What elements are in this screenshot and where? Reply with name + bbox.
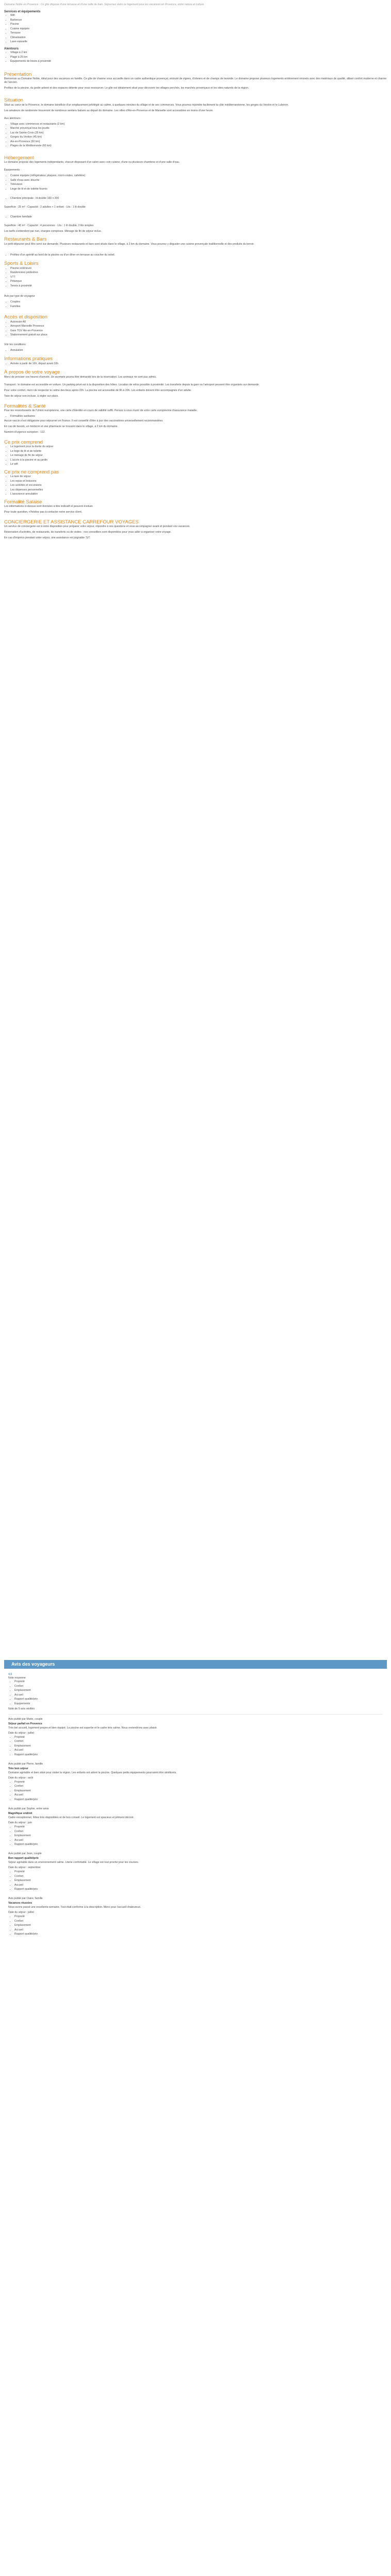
service-item: • Cuisine équipée: [10, 27, 387, 31]
sport-item: • Tennis à proximité: [10, 284, 387, 288]
equipements-list: [4, 174, 387, 191]
propos-text-4: Taxe de séjour non incluse, à régler sur place.: [4, 394, 59, 398]
chambre-1: • Chambre principale : lit double 160 x 200: [10, 197, 387, 200]
formalite-fin-text-1: Les informations ci-dessus sont données à titre indicatif et peuvent évoluer.: [4, 504, 93, 508]
avis-criteria-item: • Confort: [14, 1920, 383, 1923]
avis-criteria-item: • Rapport qualité/prix: [14, 1933, 383, 1936]
avis-summary-score: 4,5: [8, 1673, 12, 1676]
alentours2-item: • Plages de la Méditerranée (60 km): [10, 144, 387, 148]
avis-criteria-item: • Accueil: [14, 1793, 383, 1797]
prix-inclus-item: • Le linge de lit et de toilette: [10, 450, 387, 453]
main-content: [4, 0, 387, 542]
avis-short2-list: [4, 349, 387, 352]
alentours-item: • Plage à 25 km: [10, 56, 387, 59]
avis-item: [8, 1852, 383, 1891]
prix-exclus-item: • Les repas et boissons: [10, 480, 387, 483]
prix-exclus-list: [4, 475, 387, 496]
acces-item: • Stationnement gratuit sur place: [10, 333, 387, 337]
prix-inclus-title: Ce prix comprend: [4, 439, 43, 445]
sports-list: [4, 267, 387, 288]
infos-title: Informations pratiques: [4, 356, 53, 362]
avis-date: Date du séjour : août: [8, 1776, 34, 1780]
avis-summary-item: • Rapport qualité/prix: [14, 1698, 383, 1701]
avis-criteria-item: • Emplacement: [14, 1924, 383, 1927]
avis-divider: [8, 1714, 383, 1715]
acces-title: Accès et disposition: [4, 314, 47, 320]
avis-meta: Avis publié par Jean, couple: [8, 1852, 42, 1856]
avis-criteria-item: • Rapport qualité/prix: [14, 1843, 383, 1846]
alentours2-item: • Gorges du Verdon (45 km): [10, 135, 387, 139]
avis-criteria-item: • Propreté: [14, 1736, 383, 1739]
avis-short2-item: • Annulation: [10, 349, 387, 352]
equipement-item: • Salle d'eau avec douche: [10, 179, 387, 182]
alentours2-item: • Marché provençal tous les jeudis: [10, 127, 387, 130]
avis-criteria-item: • Rapport qualité/prix: [14, 1753, 383, 1757]
sport-item: • VTT: [10, 276, 387, 279]
avis-criteria-item: • Rapport qualité/prix: [14, 1888, 383, 1891]
propos-title: À propos de votre voyage: [4, 369, 60, 376]
avis-item: [8, 1897, 383, 1936]
avis-summary-sub: Note moyenne: [8, 1676, 26, 1680]
avis-text: Très bel accueil, logement propre et bien équipé. La piscine est superbe et le cadre très calme. Nous reviendrons avec plaisir.: [8, 1726, 157, 1730]
avis-criteria-item: • Accueil: [14, 1884, 383, 1887]
avis-summary-item: • Emplacement: [14, 1689, 383, 1692]
prix-exclus-item: • Les dépenses personnelles: [10, 488, 387, 492]
avis-summary-item: • Propreté: [14, 1680, 383, 1684]
avis-item: [8, 1762, 383, 1802]
alentours-item: • Équipements de loisirs à proximité: [10, 60, 387, 63]
formalite-fin-text-2: Pour toute question, n'hésitez pas à contacter notre service client.: [4, 510, 83, 514]
prix-inclus-item: • Le wifi: [10, 463, 387, 466]
avis-criteria-item: • Accueil: [14, 1928, 383, 1932]
avis-criteria-item: • Confort: [14, 1740, 383, 1743]
avis-meta: Avis publié par Marie, couple: [8, 1717, 43, 1721]
avis-criteria-item: • Emplacement: [14, 1789, 383, 1793]
avis-criteria-item: • Propreté: [14, 1915, 383, 1919]
propos-text-2: Transport : le domaine est accessible en voiture. Un parking privé est à la disposition des hôtes. Location de vélos possible à proximité. Les transferts depuis la gare ou l'aéroport peuvent être organisés sur demande.: [4, 383, 260, 386]
avis-summary-note: Note de 5 avis vérifiés: [8, 1707, 35, 1710]
acces-item: • Autoroute A8: [10, 320, 387, 324]
alentours2-item: • Aix-en-Provence (50 km): [10, 140, 387, 144]
prix-inclus-item: • Le ménage de fin de séjour: [10, 454, 387, 457]
avis-short-item: • Familles: [10, 305, 387, 309]
propos-text-1: Merci de préciser vos heures d'arrivée. Un acompte pourra être demandé lors de la réservation. Les animaux ne sont pas admis.: [4, 375, 157, 379]
avis-summary-item: • Confort: [14, 1685, 383, 1688]
service-item: • Wifi: [10, 14, 387, 18]
avis-summary: [8, 1673, 383, 1711]
services-list: [4, 14, 387, 44]
avis-criteria-list: [8, 1825, 383, 1846]
alentours2-list: [4, 123, 387, 148]
service-item: • Climatisation: [10, 36, 387, 40]
avis-criteria-item: • Propreté: [14, 1781, 383, 1784]
sport-item: • Pétanque: [10, 280, 387, 283]
service-item: • Piscine: [10, 23, 387, 26]
prix-exclus-item: • Les activités et excursions: [10, 484, 387, 487]
avis-item: [8, 1807, 383, 1846]
acces-item: • Gare TGV Aix-en-Provence: [10, 329, 387, 333]
prix-inclus-item: • L'accès à la piscine et au jardin: [10, 459, 387, 462]
alentours2-item: • Lac de Sainte-Croix (35 km): [10, 131, 387, 135]
chambre-2: • Chambre familiale: [10, 215, 387, 219]
avis-panel: [4, 1660, 387, 2576]
avis-criteria-item: • Emplacement: [14, 1834, 383, 1838]
alentours2-item: • Village avec commerces et restaurants (2 km): [10, 123, 387, 126]
formalite-fin-title: Formalité Salaise: [4, 499, 42, 505]
avis-date: Date du séjour : juin: [8, 1821, 32, 1824]
presentation-text-1: Bienvenue au Domaine Noble, idéal pour des vacances en famille. Ce gîte de charme vous accueille dans un cadre authentique provençal, entouré de vignes, d'oliviers et de champs de lavande. Le domaine propose plusieurs logements entièrement rénovés avec des matériaux de qualité, alliant confort moderne et charme de l'ancien.: [4, 77, 387, 84]
prix-exclus-title: Ce prix ne comprend pas: [4, 469, 59, 475]
formalites-sub: • Formalités sanitaires: [10, 415, 387, 418]
intro-text: Domaine Noble en Provence : Ce gîte dispose d'une terrasse et d'une salle de bain. Séjournez dans ce logement pour les vacances en Provence, entre nature et culture.: [4, 3, 205, 6]
equipements-title: Équipements :: [4, 168, 22, 172]
avis-criteria-item: • Confort: [14, 1875, 383, 1878]
alentours-title: Alentours: [4, 47, 19, 51]
situation-text-1: Situé au cœur de la Provence, le domaine bénéficie d'un emplacement privilégié au calme, à quelques minutes du village et de ses commerces. Vous pourrez rejoindre facilement la côte méditerranéenne, les gorges du Verdon et le Luberon.: [4, 103, 289, 107]
avis-title: Magnifique endroit: [8, 1811, 32, 1815]
prix-exclus-item: • La taxe de séjour: [10, 475, 387, 479]
avis-text: Domaine agréable et bien situé pour visiter la région. Les enfants ont adoré la piscine. Quelques petits équipements pourraient être améliorés.: [8, 1771, 177, 1774]
avis-item: [8, 1718, 383, 1757]
conciergerie-text-2: Réservation d'activités, de restaurants, de transferts ou de visites : nos conseillers sont disponibles pour vous aider à organiser votre voyage.: [4, 531, 172, 534]
avis-criteria-item: • Rapport qualité/prix: [14, 1798, 383, 1802]
avis-list: [8, 1718, 383, 1937]
alentours-list: [4, 51, 387, 63]
service-item: • Lave-vaisselle: [10, 40, 387, 44]
avis-criteria-item: • Emplacement: [14, 1744, 383, 1748]
chambre-2-note: Les tarifs s'entendent par nuit, charges comprises. Ménage de fin de séjour inclus.: [4, 230, 102, 233]
hebergement-title: Hébergement: [4, 155, 34, 161]
hebergement-text: Le domaine propose des logements indépendants, chacun disposant d'un salon avec coin cuisine, d'une ou plusieurs chambres et d'une salle d'eau.: [4, 161, 180, 164]
avis-date: Date du séjour : juillet: [8, 1731, 34, 1735]
avis-meta: Avis publié par Claire, famille: [8, 1897, 43, 1901]
avis-criteria-item: • Propreté: [14, 1870, 383, 1874]
avis-criteria-item: • Confort: [14, 1830, 383, 1834]
formalites-text-2: Aucun vaccin n'est obligatoire pour séjourner en France. Il est conseillé d'être à jour des vaccinations universellement recommandées.: [4, 419, 164, 422]
avis-criteria-list: [8, 1915, 383, 1936]
sport-item: • Piscine extérieure: [10, 267, 387, 270]
conciergerie-title: CONCIERGERIE ET ASSISTANCE CARREFOUR VOYAGES: [4, 519, 139, 525]
situation-title: Situation: [4, 97, 23, 104]
avis-date: Date du séjour : juillet: [8, 1911, 34, 1914]
acces-list: [4, 320, 387, 337]
prix-inclus-list: [4, 445, 387, 466]
prix-inclus-item: • Le logement pour la durée du séjour: [10, 445, 387, 449]
avis-criteria-list: [8, 1736, 383, 1757]
avis-short-item: • Couples: [10, 300, 387, 304]
avis-short-2: Voir les conditions: [4, 343, 26, 346]
avis-meta: Avis publié par Pierre, famille: [8, 1762, 43, 1766]
service-item: • Terrasse: [10, 31, 387, 35]
service-item: • Barbecue: [10, 19, 387, 22]
sport-item: • Randonnées pédestres: [10, 271, 387, 275]
avis-criteria-item: • Confort: [14, 1785, 383, 1788]
avis-criteria-item: • Emplacement: [14, 1879, 383, 1883]
avis-text: Séjour agréable dans un environnement calme. Literie confortable. Le village est tout proche pour les courses.: [8, 1861, 139, 1865]
info-item: • Arrivée à partir de 16h, départ avant 10h: [10, 362, 387, 366]
chambre-2-detail: Superficie : 40 m² · Capacité : 4 personnes · Lits : 1 lit double, 2 lits simples: [4, 224, 94, 228]
conciergerie-text-1: Un service de conciergerie est à votre disposition pour préparer votre séjour, répondre à vos questions et vous accompagner avant et pendant vos vacances.: [4, 525, 190, 529]
restauration-text-1: Le petit-déjeuner peut être servi sur demande. Plusieurs restaurants et bars sont situés dans le village, à 2 km du domaine. Vous pourrez y déguster une cuisine provençale traditionnelle et des produits du terroir.: [4, 242, 254, 246]
avis-text: Cadre exceptionnel, hôtes très disponibles et de bon conseil. Le logement est spacieux et joliment décoré.: [8, 1816, 134, 1819]
restauration-text-2: • Profitez d'un apéritif au bord de la piscine ou d'un dîner en terrasse au coucher du soleil.: [10, 253, 387, 257]
avis-criteria-list: [8, 1870, 383, 1891]
presentation-text-2: Profitez de la piscine, du jardin arboré et des espaces détente pour vous ressourcer. Le gîte est idéalement situé pour découvrir les villages perchés, les marchés provençaux et les sites naturels de la région.: [4, 87, 249, 90]
formalites-text-4: Numéro d'urgence européen : 112.: [4, 430, 45, 434]
services-title: Services et équipements: [4, 10, 41, 14]
chambre-1-detail: Superficie : 25 m² · Capacité : 2 adultes + 1 enfant · Lits : 1 lit double: [4, 206, 86, 209]
avis-text: Nous avons passé une excellente semaine. Tout était conforme à la description. Merci pour l'accueil chaleureux.: [8, 1906, 141, 1909]
avis-criteria-item: • Propreté: [14, 1825, 383, 1829]
avis-meta: Avis publié par Sophie, entre amis: [8, 1807, 49, 1810]
alentours-item: • Village à 2 km: [10, 51, 387, 55]
infos-list: [4, 362, 387, 366]
situation-text-2: Les amateurs de randonnée trouveront de nombreux sentiers balisés au départ du domaine. Les villes d'Aix-en-Provence et de Marseille sont accessibles en moins d'une heure.: [4, 109, 214, 112]
avis-header: Avis des voyageurs: [4, 1660, 387, 1669]
avis-short-list: [4, 300, 387, 309]
avis-title: Bon rapport qualité/prix: [8, 1857, 39, 1860]
propos-text-3: Pour votre confort, merci de respecter le calme des lieux après 22h. La piscine est accessible de 9h à 20h. Les enfants doivent être accompagnés d'un adulte.: [4, 388, 192, 392]
avis-title: Très bon séjour: [8, 1767, 28, 1770]
prix-exclus-item: • L'assurance annulation: [10, 493, 387, 496]
avis-summary-list: [8, 1680, 383, 1706]
alentours2-title: Aux alentours :: [4, 116, 22, 120]
avis-date: Date du séjour : septembre: [8, 1866, 41, 1870]
avis-title: Vacances réussies: [8, 1902, 32, 1905]
formalites-title: Formalités & Santé: [4, 403, 46, 409]
avis-short-1: Avis par type de voyageur: [4, 295, 35, 298]
sports-title: Sports & Loisirs: [4, 261, 39, 267]
equipement-item: • Linge de lit et de toilette fournis: [10, 188, 387, 191]
conciergerie-text-3: En cas d'imprévu pendant votre séjour, une assistance est joignable 7j/7.: [4, 536, 91, 540]
avis-title: Séjour parfait en Provence: [8, 1722, 42, 1725]
avis-criteria-item: • Accueil: [14, 1839, 383, 1842]
equipement-item: • Cuisine équipée (réfrigérateur, plaques, micro-ondes, cafetière): [10, 174, 387, 178]
presentation-title: Présentation: [4, 71, 32, 77]
equipement-item: • Télévision: [10, 183, 387, 187]
avis-criteria-list: [8, 1781, 383, 1802]
formalites-text-3: En cas de besoin, un médecin et une pharmacie se trouvent dans le village, à 2 km du domaine.: [4, 425, 118, 428]
restauration-title: Restaurants & Bars: [4, 236, 47, 243]
formalites-text-1: Pour les ressortissants de l'Union européenne, une carte d'identité en cours de validité suffit. Pensez à vous munir de votre carte européenne d'assurance maladie.: [4, 409, 198, 413]
avis-summary-item: • Équipements: [14, 1702, 383, 1706]
avis-criteria-item: • Accueil: [14, 1749, 383, 1752]
avis-summary-item: • Accueil: [14, 1693, 383, 1697]
acces-item: • Aéroport Marseille Provence: [10, 325, 387, 328]
